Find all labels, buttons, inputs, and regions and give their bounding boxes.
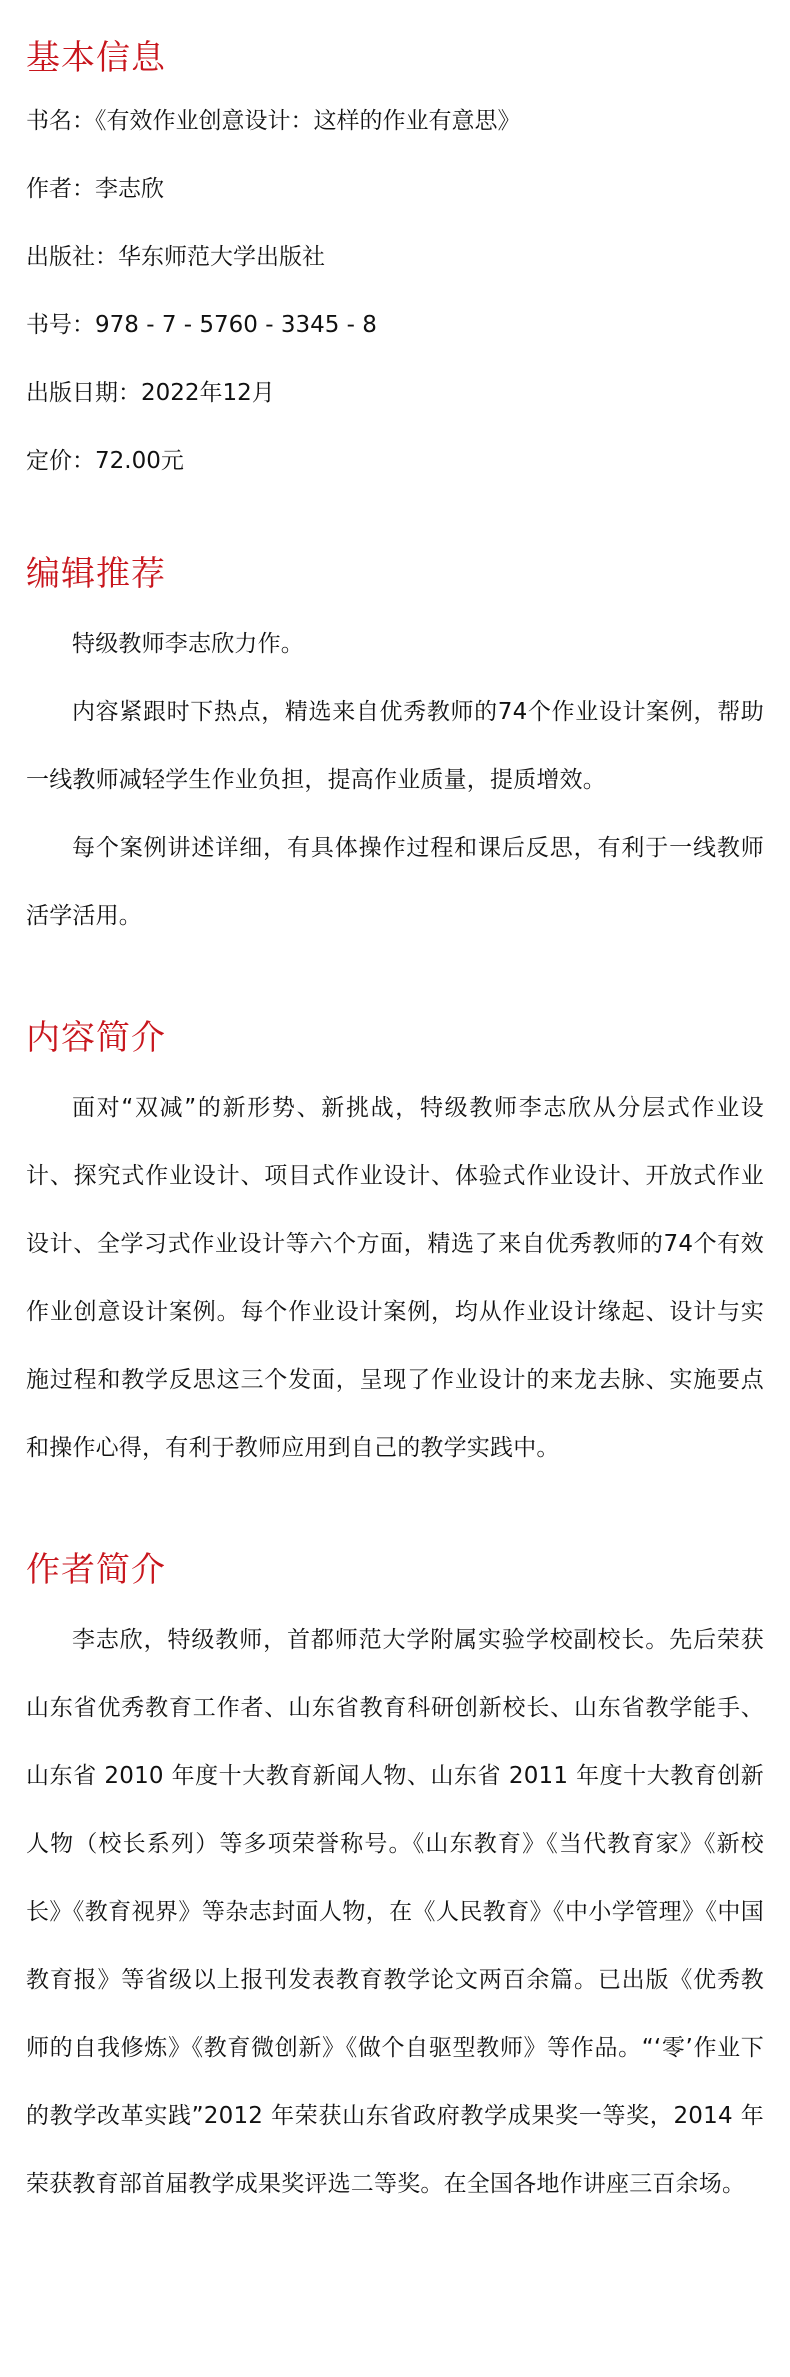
- editor-recommendation-body: [26, 610, 764, 950]
- publisher-line: 出版社：华东师范大学出版社: [26, 244, 325, 270]
- content-intro-title: 内容简介: [26, 1018, 166, 1058]
- basic-info-list: [26, 106, 764, 476]
- editor-recommendation-section: [26, 554, 764, 950]
- author-intro-section: [26, 1550, 764, 2218]
- content-intro-body: [26, 1074, 764, 1482]
- editor-paragraph: 特级教师李志欣力作。: [72, 631, 304, 657]
- publish-date-line: 出版日期：2022年12月: [26, 380, 275, 406]
- basic-info-title: 基本信息: [26, 38, 166, 78]
- author-intro-title: 作者简介: [26, 1550, 166, 1590]
- editor-recommendation-title: 编辑推荐: [26, 554, 166, 594]
- price-line: 定价：72.00元: [26, 448, 184, 474]
- author-intro-body: [26, 1606, 764, 2218]
- editor-paragraph: 每个案例讲述详细，有具体操作过程和课后反思，有利于一线教师活学活用。: [26, 835, 764, 929]
- content-intro-section: [26, 1018, 764, 1482]
- intro-paragraph: 面对“双减”的新形势、新挑战，特级教师李志欣从分层式作业设计、探究式作业设计、项目式作业设计、体验式作业设计、开放式作业设计、全学习式作业设计等六个方面，精选了来自优秀教师的74个有效作业创意设计案例。每个作业设计案例，均从作业设计缘起、设计与实施过程和教学反思这三个发面，呈现了作业设计的来龙去脉、实施要点和操作心得，有利于教师应用到自己的教学实践中。: [26, 1095, 764, 1461]
- author-line: 作者：李志欣: [26, 176, 164, 202]
- editor-paragraph: 内容紧跟时下热点，精选来自优秀教师的74个作业设计案例，帮助一线教师减轻学生作业负担，提高作业质量，提质增效。: [26, 699, 764, 793]
- isbn-line: 书号：978 - 7 - 5760 - 3345 - 8: [26, 312, 377, 338]
- author-paragraph: 李志欣，特级教师，首都师范大学附属实验学校副校长。先后荣获山东省优秀教育工作者、山东省教育科研创新校长、山东省教学能手、山东省 2010 年度十大教育新闻人物、山东省 2011 年度十大教育创新人物（校长系列）等多项荣誉称号。《山东教育》《当代教育家》《新校长》《教育视界》等杂志封面人物，在《人民教育》《中小学管理》《中国教育报》等省级以上报刊发表教育教学论文两百余篇。已出版《优秀教师的自我修炼》《教育微创新》《做个自驱型教师》等作品。“‘零’作业下的教学改革实践”2012 年荣获山东省政府教学成果奖一等奖，2014 年荣获教育部首届教学成果奖评选二等奖。在全国各地作讲座三百余场。: [26, 1627, 764, 2197]
- basic-info-section: [26, 0, 764, 476]
- book-title-line: 书名：《有效作业创意设计：这样的作业有意思》: [26, 108, 521, 134]
